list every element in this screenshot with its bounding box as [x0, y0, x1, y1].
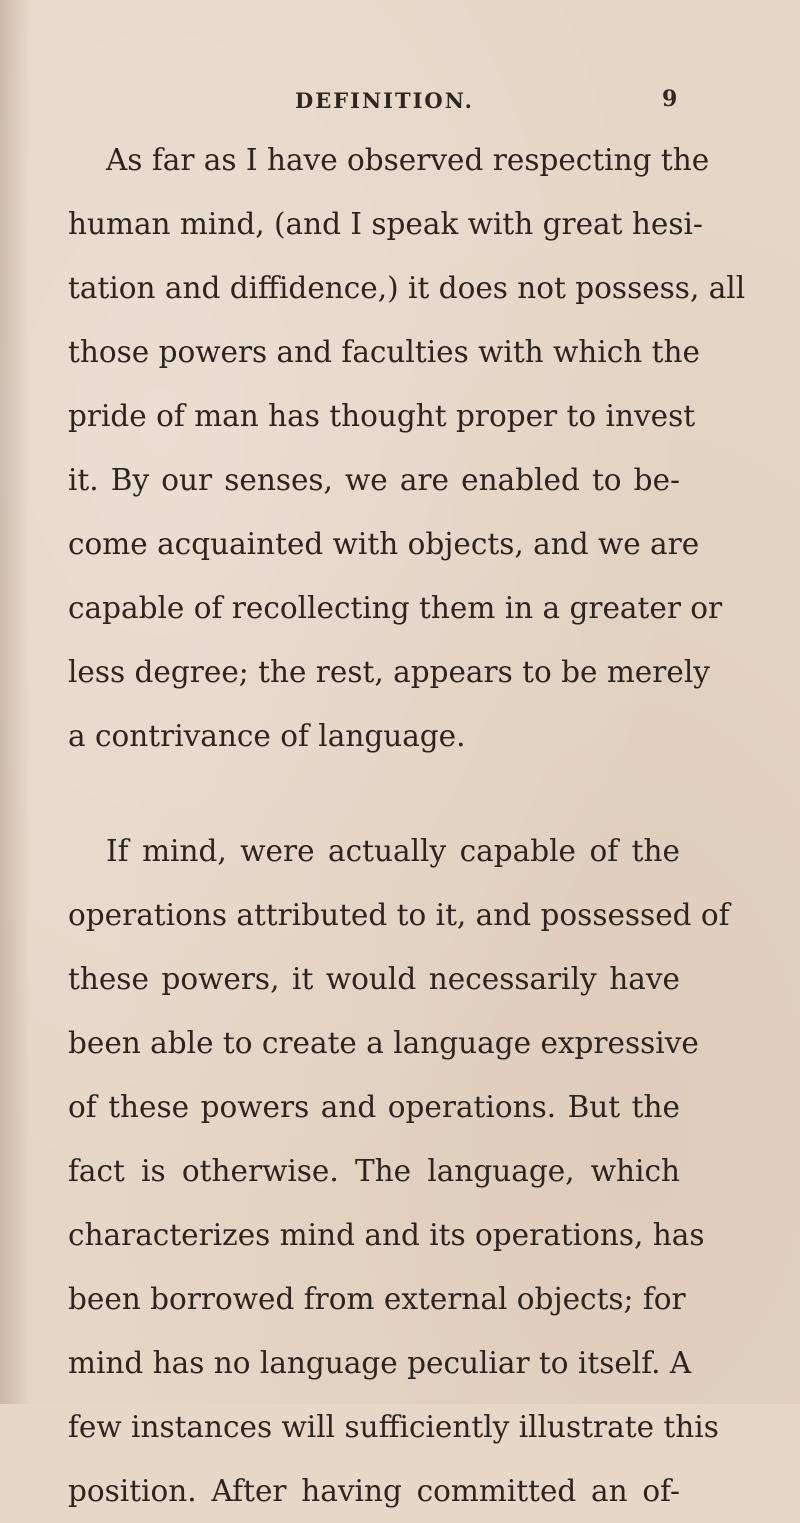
text-line: tation and diffidence,) it does not possess, all	[68, 271, 746, 305]
text-line: human mind, (and I speak with great hesi-	[68, 207, 703, 241]
text-line: come acquainted with objects, and we are	[68, 527, 700, 561]
text-line: operations attributed to it, and possessed of	[68, 898, 730, 932]
text-line: been able to create a language expressive	[68, 1026, 699, 1060]
paragraph-1	[68, 128, 746, 768]
paragraph-2	[68, 819, 730, 1523]
text-line: few instances will sufficiently illustrate this	[68, 1410, 719, 1444]
text-line: of these powers and operations. But the	[68, 1090, 680, 1124]
text-line: those powers and faculties with which the	[68, 335, 700, 369]
text-line: fact is otherwise. The language, which	[68, 1154, 680, 1188]
body-text	[68, 128, 746, 1523]
running-head	[0, 88, 800, 118]
text-line: been borrowed from external objects; for	[68, 1282, 686, 1316]
text-line: characterizes mind and its operations, has	[68, 1218, 705, 1252]
text-line: pride of man has thought proper to invest	[68, 399, 696, 433]
text-line: these powers, it would necessarily have	[68, 962, 680, 996]
text-line: capable of recollecting them in a greater or	[68, 591, 723, 625]
page-number: 9	[662, 86, 678, 112]
running-head-title: DEFINITION.	[295, 88, 474, 113]
paragraph-gap	[68, 768, 680, 819]
text-line: it. By our senses, we are enabled to be-	[68, 463, 680, 497]
page-edge-shadow	[0, 0, 30, 1404]
text-line: position. After having committed an of-	[68, 1474, 680, 1508]
text-line: a contrivance of language.	[68, 719, 466, 753]
text-line: mind has no language peculiar to itself. A	[68, 1346, 692, 1380]
text-line: As far as I have observed respecting the	[106, 143, 710, 177]
text-line: less degree; the rest, appears to be merely	[68, 655, 710, 689]
text-line: If mind, were actually capable of the	[106, 834, 680, 868]
